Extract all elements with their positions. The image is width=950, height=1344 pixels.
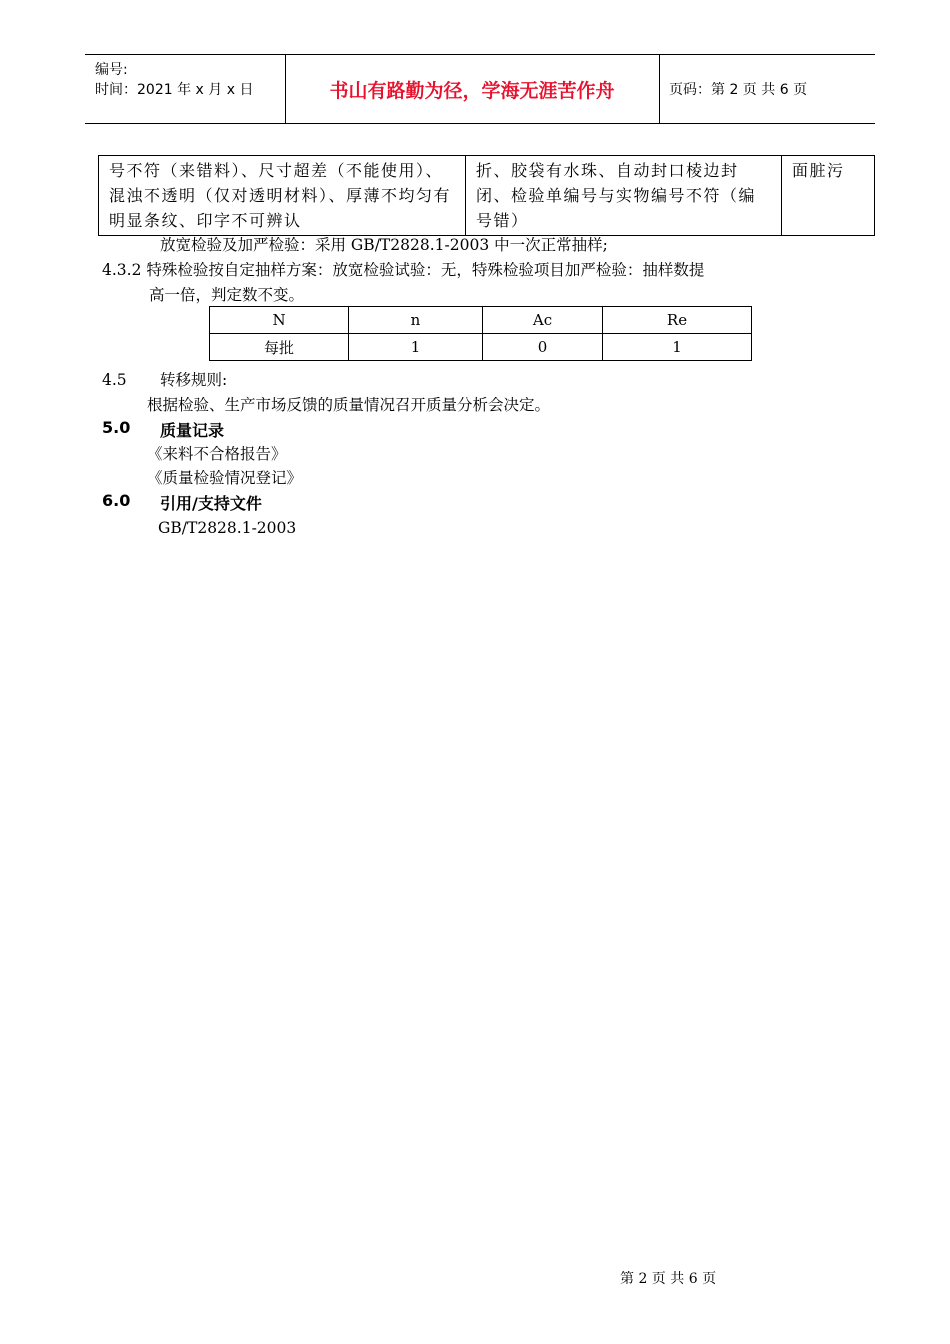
defect-cell-1: 号不符（来错料）、尺寸超差（不能使用）、混浊不透明（仅对透明材料）、厚薄不均匀有明显条纹、印字不可辨认 — [99, 156, 466, 236]
header-info — [85, 55, 286, 123]
section-45-text: 根据检验、生产市场反馈的质量情况召开质量分析会决定。 — [147, 396, 551, 414]
section-45-number: 4.5 — [102, 371, 127, 389]
cell-ac: 0 — [483, 334, 603, 361]
table-header-row — [210, 307, 752, 334]
table-row — [99, 156, 875, 236]
cell-re: 1 — [603, 334, 752, 361]
section-432-line2: 高一倍，判定数不变。 — [149, 286, 305, 304]
defect-cell-3: 面脏污 — [782, 156, 875, 236]
cell-batch: 每批 — [210, 334, 349, 361]
cell-n: 1 — [349, 334, 483, 361]
header-ac: Ac — [483, 307, 603, 334]
section-45-title: 转移规则: — [160, 371, 228, 389]
time-label: 时间：2021 年 x 月 x 日 — [95, 82, 254, 98]
section-60-number: 6.0 — [102, 491, 131, 510]
page-header — [85, 54, 875, 124]
section-432-line1: 4.3.2 特殊检验按自定抽样方案：放宽检验试验：无，特殊检验项目加严检验：抽样数提 — [102, 261, 705, 279]
reference-text: GB/T2828.1-2003 — [158, 519, 297, 537]
section-50-title: 质量记录 — [160, 421, 225, 440]
code-label: 编号: — [95, 62, 128, 78]
defect-table — [98, 155, 875, 236]
section-60-title: 引用/支持文件 — [160, 494, 262, 513]
section-50-number: 5.0 — [102, 418, 131, 437]
table-row — [210, 334, 752, 361]
relaxed-inspection-text: 放宽检验及加严检验：采用 GB/T2828.1-2003 中一次正常抽样; — [160, 236, 608, 254]
sampling-table — [209, 306, 752, 361]
header-n-lower: n — [349, 307, 483, 334]
header-n-upper: N — [210, 307, 349, 334]
header-re: Re — [603, 307, 752, 334]
page-footer: 第 2 页 共 6 页 — [620, 1271, 717, 1287]
record-item: 《来料不合格报告》 — [147, 445, 287, 463]
defect-cell-2: 折、胶袋有水珠、自动封口棱边封闭、检验单编号与实物编号不符（编号错） — [466, 156, 782, 236]
page-info: 页码：第 2 页 共 6 页 — [669, 82, 808, 98]
record-item: 《质量检验情况登记》 — [147, 469, 303, 487]
motto: 书山有路勤为径，学海无涯苦作舟 — [285, 55, 660, 123]
